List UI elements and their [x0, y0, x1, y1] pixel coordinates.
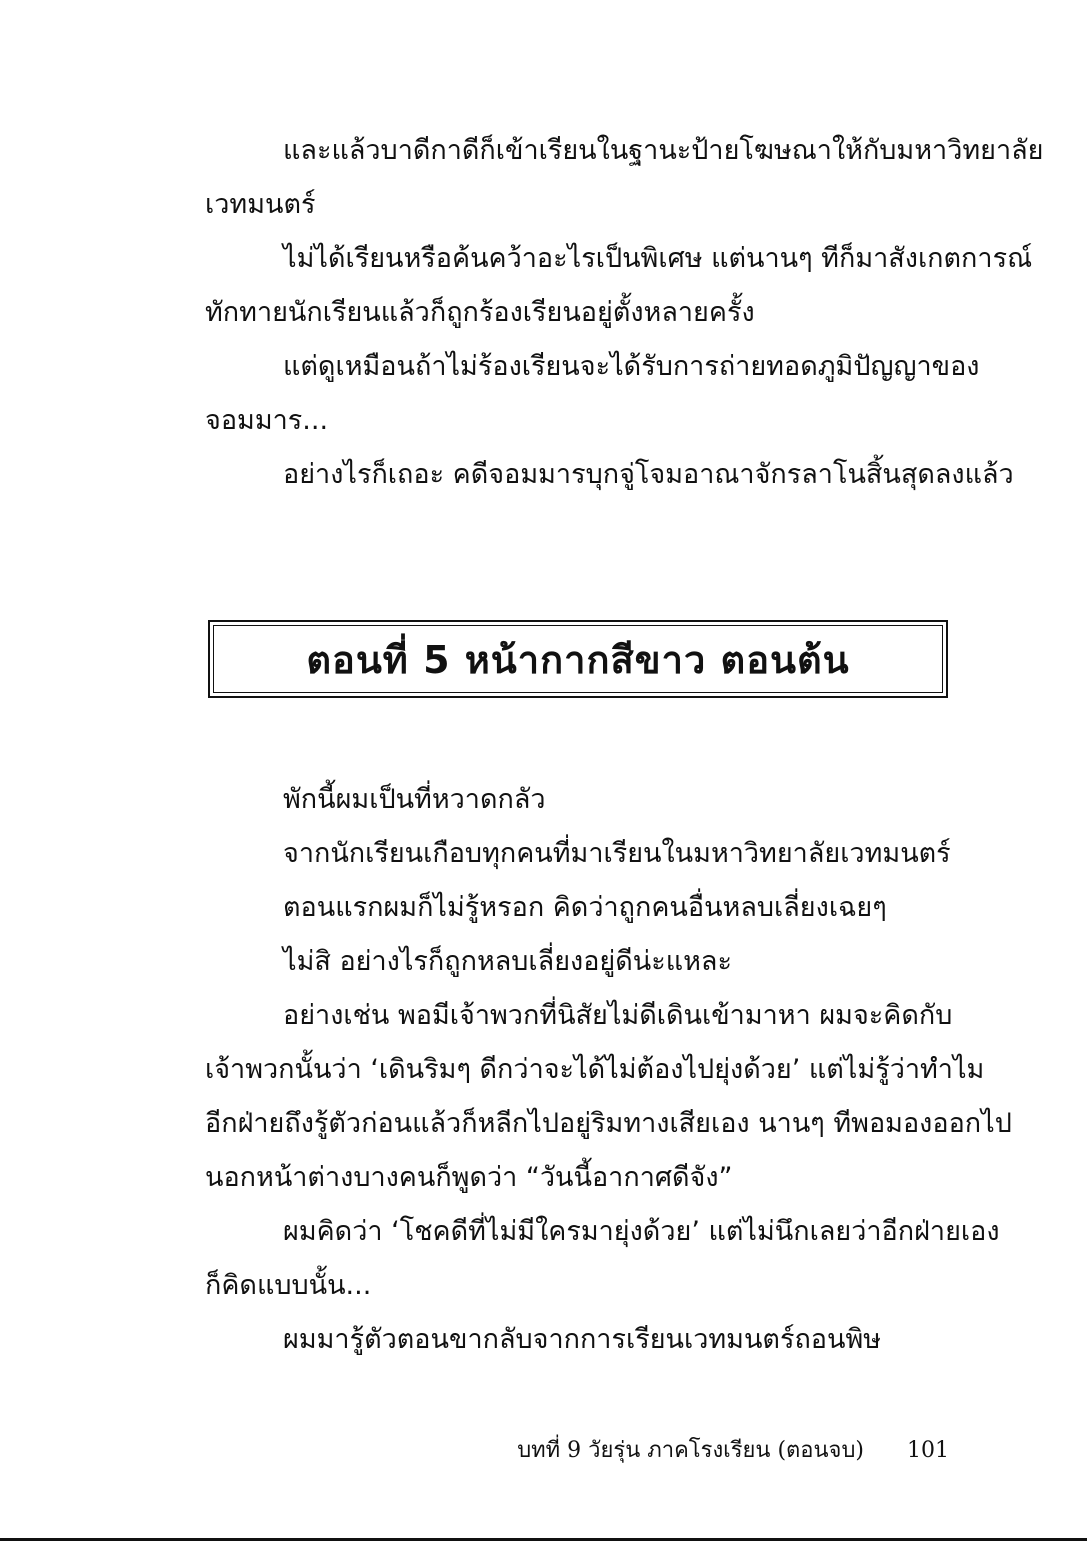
- chapter-heading-box: [208, 620, 948, 698]
- text-line: จอมมาร...: [205, 405, 329, 436]
- chapter-title: ตอนที่ 5 หน้ากากสีขาว ตอนต้น: [306, 637, 850, 682]
- text-line: นอกหน้าต่างบางคนก็พูดว่า “วันนี้อากาศดีจัง”: [205, 1162, 733, 1193]
- text-line: ไม่ได้เรียนหรือค้นคว้าอะไรเป็นพิเศษ แต่นานๆ ทีก็มาสังเกตการณ์: [283, 243, 1033, 274]
- page-number: 101: [907, 1438, 949, 1463]
- text-line: อีกฝ่ายถึงรู้ตัวก่อนแล้วก็หลีกไปอยู่ริมทางเสียเอง นานๆ ทีพอมองออกไป: [205, 1108, 1012, 1139]
- text-line: และแล้วบาดีกาดีก็เข้าเรียนในฐานะป้ายโฆษณาให้กับมหาวิทยาลัย: [283, 135, 1044, 166]
- text-line: เวทมนตร์: [205, 189, 316, 220]
- text-line: ก็คิดแบบนั้น...: [205, 1270, 372, 1301]
- text-line: อย่างเช่น พอมีเจ้าพวกที่นิสัยไม่ดีเดินเข้ามาหา ผมจะคิดกับ: [283, 1000, 953, 1031]
- bottom-rule: [0, 1538, 1087, 1541]
- page-footer: [517, 1432, 949, 1467]
- text-line: ทักทายนักเรียนแล้วก็ถูกร้องเรียนอยู่ตั้งหลายครั้ง: [205, 297, 755, 328]
- text-line: ผมมารู้ตัวตอนขากลับจากการเรียนเวทมนตร์ถอนพิษ: [283, 1324, 882, 1355]
- running-title: บทที่ 9 วัยรุ่น ภาคโรงเรียน (ตอนจบ): [517, 1438, 864, 1463]
- text-line: เจ้าพวกนั้นว่า ‘เดินริมๆ ดีกว่าจะได้ไม่ต้องไปยุ่งด้วย’ แต่ไม่รู้ว่าทำไม: [205, 1054, 985, 1085]
- text-line: จากนักเรียนเกือบทุกคนที่มาเรียนในมหาวิทยาลัยเวทมนตร์: [283, 838, 951, 869]
- text-line: ตอนแรกผมก็ไม่รู้หรอก คิดว่าถูกคนอื่นหลบเลี่ยงเฉยๆ: [283, 892, 887, 923]
- text-line: แต่ดูเหมือนถ้าไม่ร้องเรียนจะได้รับการถ่ายทอดภูมิปัญญาของ: [283, 351, 980, 382]
- text-line: อย่างไรก็เถอะ คดีจอมมารบุกจู่โจมอาณาจักรลาโนสิ้นสุดลงแล้ว: [283, 459, 1014, 490]
- text-line: ไม่สิ อย่างไรก็ถูกหลบเลี่ยงอยู่ดีน่ะแหละ: [283, 946, 732, 977]
- text-line: ผมคิดว่า ‘โชคดีที่ไม่มีใครมายุ่งด้วย’ แต่ไม่นึกเลยว่าอีกฝ่ายเอง: [283, 1216, 1000, 1247]
- text-line: พักนี้ผมเป็นที่หวาดกลัว: [283, 784, 546, 815]
